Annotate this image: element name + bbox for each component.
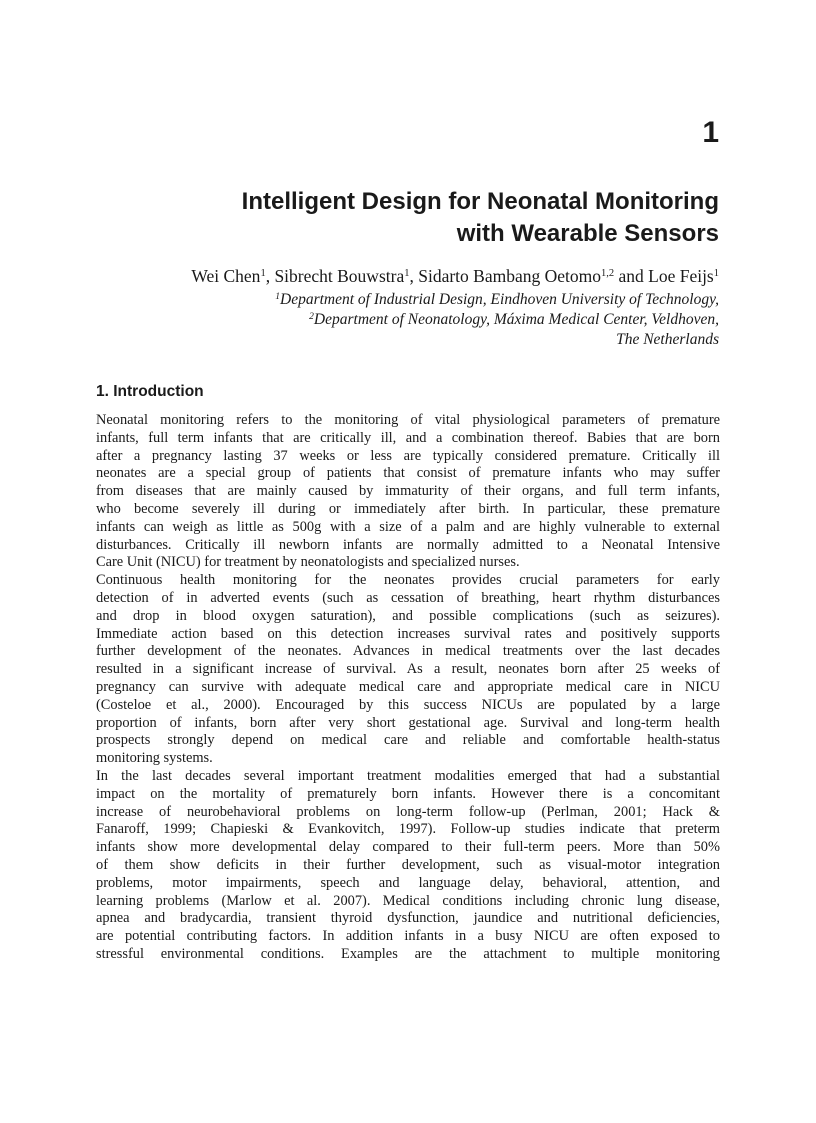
- author-name: , Sidarto Bambang Oetomo: [409, 266, 601, 286]
- body-line: learning problems (Marlow et al. 2007). Medical conditions including chronic lung disease,: [96, 892, 720, 909]
- author-affiliation-mark: 1: [713, 268, 719, 279]
- body-line: infants show more developmental delay compared to their full-term peers. More than 50%: [96, 839, 720, 856]
- body-line: infants, full term infants that are critically ill, and a combination thereof. Babies that are born: [96, 429, 720, 446]
- body-line: monitoring systems.: [96, 750, 213, 767]
- body-line: after a pregnancy lasting 37 weeks or less are typically considered premature. Critically ill: [96, 447, 720, 464]
- body-line: from diseases that are mainly caused by immaturity of their organs, and full term infants,: [96, 483, 720, 500]
- body-line: detection of in adverted events (such as cessation of breathing, heart rhythm disturbances: [96, 589, 720, 606]
- author-name: Wei Chen: [191, 266, 261, 286]
- body-line: Care Unit (NICU) for treatment by neonatologists and specialized nurses.: [96, 554, 520, 571]
- affiliations: [59, 290, 719, 350]
- affiliation-text: Department of Industrial Design, Eindhoven University of Technology,: [280, 291, 719, 308]
- body-line: impact on the mortality of prematurely born infants. However there is a concomitant: [96, 785, 720, 802]
- affiliation-2: [59, 310, 719, 330]
- body-line: Fanaroff, 1999; Chapieski & Evankovitch, 1997). Follow-up studies indicate that preterm: [96, 821, 720, 838]
- affiliation-text: The Netherlands: [616, 331, 719, 348]
- body-line: pregnancy can survive with adequate medical care and appropriate medical care in NICU: [96, 678, 720, 695]
- affiliation-3: [59, 330, 719, 350]
- affiliation-mark: 2: [309, 312, 314, 322]
- chapter-title-line-2: with Wearable Sensors: [456, 220, 719, 247]
- body-text: [96, 412, 720, 964]
- section-heading: 1. Introduction: [96, 383, 204, 400]
- affiliation-text: Department of Neonatology, Máxima Medical Center, Veldhoven,: [313, 311, 719, 328]
- body-line: In the last decades several important treatment modalities emerged that had a substantial: [96, 767, 720, 784]
- body-line: disturbances. Critically ill newborn infants are normally admitted to a Neonatal Intensive: [96, 536, 720, 553]
- body-line: (Costeloe et al., 2000). Encouraged by this success NICUs are populated by a large: [96, 696, 720, 713]
- body-line: proportion of infants, born after very short gestational age. Survival and long-term health: [96, 714, 720, 731]
- body-line: problems, motor impairments, speech and language delay, behavioral, attention, and: [96, 874, 720, 891]
- body-line: further development of the neonates. Advances in medical treatments over the last decades: [96, 643, 720, 660]
- author-affiliation-mark: 1,2: [600, 268, 615, 279]
- affiliation-1: [59, 290, 719, 310]
- chapter-title: [79, 186, 719, 250]
- author-name: , Sibrecht Bouwstra: [265, 266, 405, 286]
- author-name: and Loe Feijs: [614, 266, 714, 286]
- author-list: [59, 265, 719, 287]
- body-line: Neonatal monitoring refers to the monitoring of vital physiological parameters of premature: [96, 412, 720, 428]
- body-line: Continuous health monitoring for the neonates provides crucial parameters for early: [96, 572, 720, 589]
- body-line: infants can weigh as little as 500g with a size of a palm and are highly vulnerable to external: [96, 518, 720, 535]
- body-line: of them show deficits in their further development, such as visual-motor integration: [96, 856, 720, 873]
- body-line: are potential contributing factors. In addition infants in a busy NICU are often exposed to: [96, 928, 720, 945]
- body-line: apnea and bradycardia, transient thyroid dysfunction, jaundice and nutritional deficiencies,: [96, 910, 720, 927]
- body-line: increase of neurobehavioral problems on long-term follow-up (Perlman, 2001; Hack &: [96, 803, 720, 820]
- body-line: and drop in blood oxygen saturation), and possible complications (such as seizures).: [96, 607, 720, 624]
- body-line: Immediate action based on this detection increases survival rates and positively supports: [96, 625, 720, 642]
- body-line: resulted in a significant increase of survival. As a result, neonates born after 25 weeks of: [96, 661, 720, 678]
- affiliation-mark: 1: [275, 292, 281, 302]
- body-line: stressful environmental conditions. Examples are the attachment to multiple monitoring: [96, 945, 720, 962]
- body-line: who become severely ill during or immediately after birth. In particular, these premature: [96, 500, 720, 517]
- chapter-title-line-1: Intelligent Design for Neonatal Monitoring: [241, 188, 719, 215]
- chapter-number: 1: [702, 116, 719, 149]
- body-line: neonates are a special group of patients that consist of premature infants who may suffer: [96, 465, 720, 482]
- author-affiliation-mark: 1: [404, 268, 410, 279]
- body-line: prospects strongly depend on medical care and reliable and comfortable health-status: [96, 732, 720, 749]
- author-affiliation-mark: 1: [260, 268, 266, 279]
